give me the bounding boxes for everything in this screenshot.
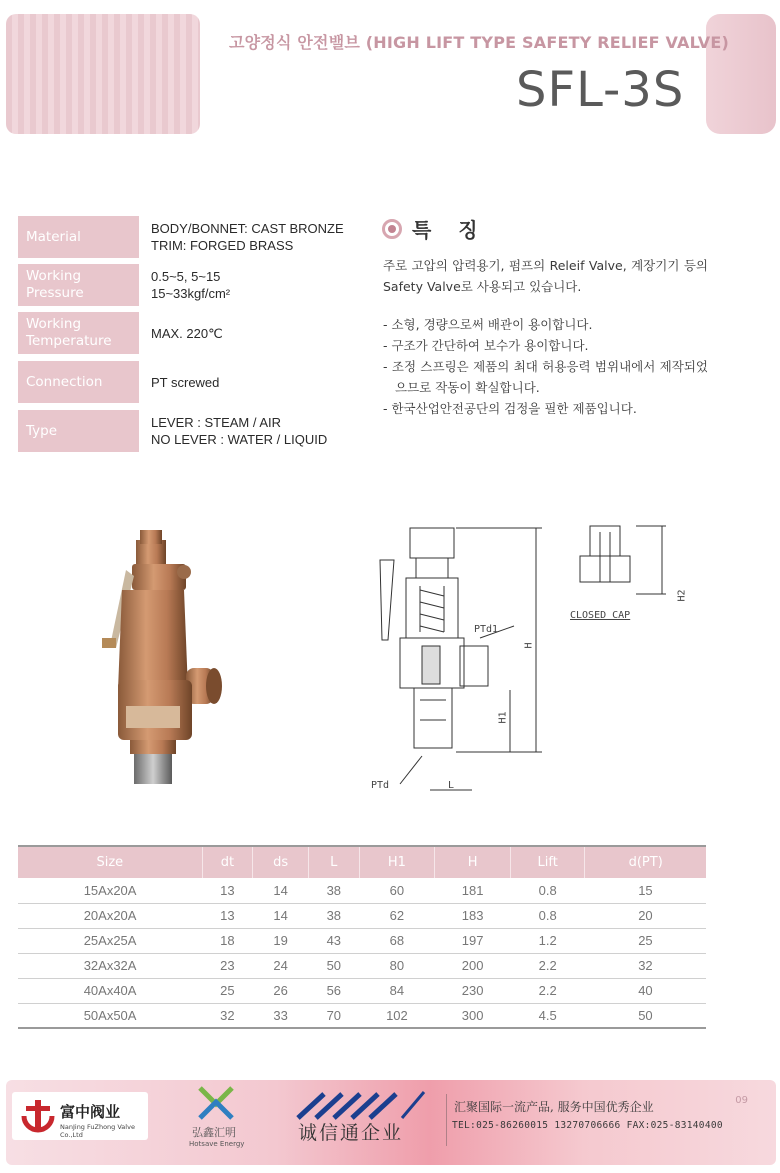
table-cell: 23 [202, 953, 252, 978]
table-cell: 60 [359, 878, 435, 903]
spec-label [18, 264, 139, 306]
spec-value-line: MAX. 220℃ [151, 325, 223, 341]
label-h1: H1 [497, 711, 509, 724]
spec-value [151, 216, 344, 258]
hotsave-sub: Hotsave Energy [189, 1140, 245, 1148]
feature-item: - 조정 스프링은 제품의 최대 허용응력 범위내에서 제작되었으므로 작동이 확실합니다. [383, 359, 708, 395]
spec-label-line: Working [26, 268, 82, 284]
table-cell: 2.2 [511, 978, 585, 1003]
spec-row-type [18, 410, 358, 452]
hotsave-name: 弘鑫汇明 [192, 1126, 236, 1139]
spec-label [18, 312, 139, 354]
table-row [18, 928, 706, 953]
table-cell: 15 [585, 878, 706, 903]
table-cell: 181 [435, 878, 511, 903]
table-cell: 26 [253, 978, 309, 1003]
spec-value-line: 0.5~5, 5~15 [151, 269, 221, 284]
table-cell: 300 [435, 1003, 511, 1028]
table-cell: 25 [585, 928, 706, 953]
spec-row-connection [18, 361, 358, 403]
table-cell: 0.8 [511, 903, 585, 928]
table-cell: 25 [202, 978, 252, 1003]
table-header-row [18, 846, 706, 878]
table-cell: 25Ax25A [18, 928, 202, 953]
table-cell: 18 [202, 928, 252, 953]
spec-value-line: TRIM: FORGED BRASS [151, 238, 294, 253]
table-cell: 56 [309, 978, 359, 1003]
table-cell: 32Ax32A [18, 953, 202, 978]
table-cell: 62 [359, 903, 435, 928]
spec-row-pressure [18, 264, 358, 306]
table-cell: 40Ax40A [18, 978, 202, 1003]
spec-label: Connection [18, 361, 139, 403]
table-header: dt [202, 846, 252, 878]
table-cell: 50 [585, 1003, 706, 1028]
label-h2: H2 [676, 589, 688, 602]
table-header: Lift [511, 846, 585, 878]
spec-label-line: Pressure [26, 285, 84, 301]
closed-cap-label: CLOSED CAP [570, 610, 631, 621]
valve-photo [96, 530, 244, 790]
table-cell: 13 [202, 878, 252, 903]
label-h: H [523, 642, 535, 649]
spec-value [151, 361, 219, 403]
table-header: d(PT) [585, 846, 706, 878]
table-row [18, 1003, 706, 1028]
spec-value [151, 312, 223, 354]
footer-slogan: 汇聚国际一流产品, 服务中国优秀企业 [454, 1100, 654, 1114]
table-cell: 33 [253, 1003, 309, 1028]
table-header: Size [18, 846, 202, 878]
feature-item: - 구조가 간단하여 보수가 용이합니다. [383, 338, 589, 353]
table-cell: 70 [309, 1003, 359, 1028]
section-drawing [360, 520, 560, 800]
spec-value-line: NO LEVER : WATER / LIQUID [151, 432, 328, 447]
table-cell: 32 [202, 1003, 252, 1028]
table-cell: 40 [585, 978, 706, 1003]
table-cell: 20Ax20A [18, 903, 202, 928]
table-cell: 50Ax50A [18, 1003, 202, 1028]
spec-label: Type [18, 410, 139, 452]
header-decor-left [6, 14, 200, 134]
table-body [18, 878, 706, 1028]
product-subtitle: 고양정식 안전밸브 (HIGH LIFT TYPE SAFETY RELIEF VALVE) [229, 33, 729, 52]
table-header: ds [253, 846, 309, 878]
table-header: L [309, 846, 359, 878]
spec-row-material [18, 216, 358, 258]
table-header: H1 [359, 846, 435, 878]
table-cell: 183 [435, 903, 511, 928]
table-cell: 102 [359, 1003, 435, 1028]
table-row [18, 878, 706, 903]
spec-row-temperature [18, 312, 358, 354]
spec-value-line: LEVER : STEAM / AIR [151, 415, 282, 430]
fuzhong-name: 富中阀业 [60, 1103, 121, 1121]
label-l: L [448, 780, 455, 791]
table-cell: 32 [585, 953, 706, 978]
table-cell: 14 [253, 878, 309, 903]
table-cell: 50 [309, 953, 359, 978]
feature-item: - 소형, 경량으로써 배관이 용이합니다. [383, 317, 593, 332]
hotsave-mark-icon [196, 1084, 236, 1122]
table-cell: 38 [309, 903, 359, 928]
table-header: H [435, 846, 511, 878]
spec-label-line: Working [26, 316, 82, 332]
label-ptd1: PTd1 [474, 624, 499, 635]
table-cell: 14 [253, 903, 309, 928]
table-cell: 197 [435, 928, 511, 953]
page-number: 09 [735, 1095, 748, 1106]
feature-item: - 한국산업안전공단의 검정을 필한 제품입니다. [383, 401, 637, 416]
table-cell: 20 [585, 903, 706, 928]
table-cell: 200 [435, 953, 511, 978]
table-cell: 230 [435, 978, 511, 1003]
table-cell: 13 [202, 903, 252, 928]
footer-banner [6, 1080, 776, 1165]
spec-label: Material [18, 216, 139, 258]
fuzhong-sub: NanJing FuZhong Valve Co.,Ltd [60, 1123, 135, 1139]
spec-label-line: Temperature [26, 333, 112, 349]
fuzhong-logo [12, 1092, 148, 1140]
spec-value [151, 410, 327, 452]
footer-contact: TEL:025-86260015 13270706666 FAX:025-83140400 [452, 1120, 723, 1131]
table-row [18, 978, 706, 1003]
table-cell: 80 [359, 953, 435, 978]
features-list [383, 314, 708, 419]
table-cell: 15Ax20A [18, 878, 202, 903]
table-cell: 68 [359, 928, 435, 953]
table-row [18, 903, 706, 928]
label-ptd: PTd [371, 780, 390, 791]
spec-value [151, 264, 230, 306]
table-cell: 24 [253, 953, 309, 978]
yarui-mark-icon [294, 1088, 434, 1122]
fuzhong-mark-icon [20, 1098, 56, 1134]
chengxintong-name: 诚信通企业 [298, 1122, 404, 1144]
features-title: 특 징 [412, 218, 488, 242]
spec-value-line: 15~33kgf/cm² [151, 286, 231, 301]
table-cell: 38 [309, 878, 359, 903]
table-cell: 2.2 [511, 953, 585, 978]
circle-bullet-icon [382, 219, 402, 239]
table-cell: 84 [359, 978, 435, 1003]
table-cell: 43 [309, 928, 359, 953]
footer-divider [446, 1094, 447, 1146]
model-title: SFL-3S [516, 62, 685, 118]
spec-value-line: BODY/BONNET: CAST BRONZE [151, 221, 344, 236]
table-cell: 19 [253, 928, 309, 953]
spec-value-line: PT screwed [151, 374, 220, 390]
table-row [18, 953, 706, 978]
dimension-table [18, 845, 706, 1029]
features-intro: 주로 고압의 압력용기, 펌프의 Releif Valve, 계장기기 등의 Safety Valve로 사용되고 있습니다. [383, 258, 708, 294]
table-cell: 4.5 [511, 1003, 585, 1028]
table-cell: 1.2 [511, 928, 585, 953]
features-heading [382, 214, 488, 243]
table-cell: 0.8 [511, 878, 585, 903]
